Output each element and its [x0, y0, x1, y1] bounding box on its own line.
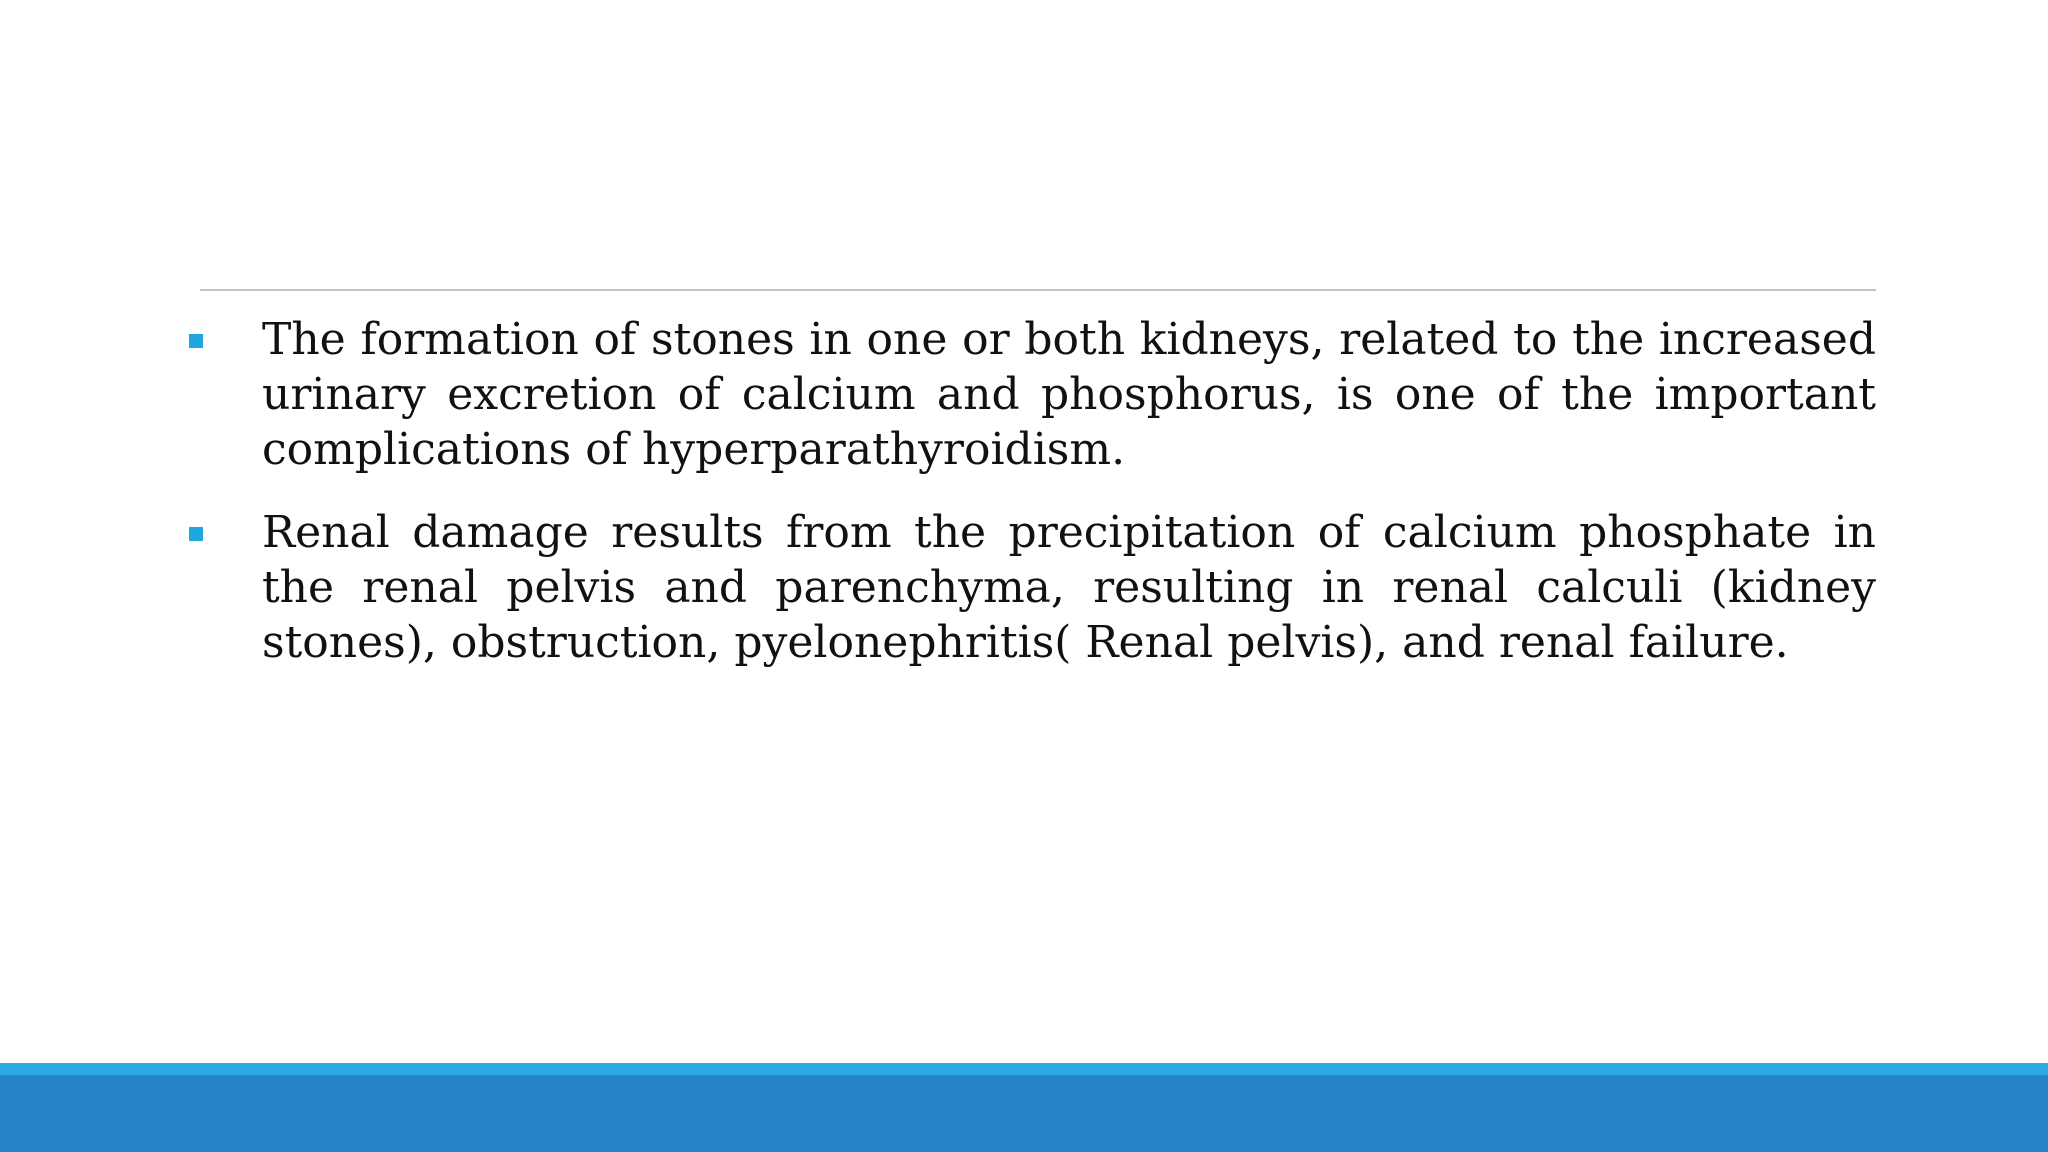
- bullet-text: The formation of stones in one or both kidneys, related to the increased urinary excretion of calcium and phosphorus, is one of the important complications of hyperparathyroidism.: [262, 314, 1876, 475]
- footer-accent-stripe: [0, 1063, 2048, 1075]
- bullet-item: [182, 505, 1876, 670]
- bullet-item: [182, 312, 1876, 477]
- square-bullet-icon: [189, 334, 203, 348]
- footer-bar: [0, 1075, 2048, 1152]
- bullet-text: Renal damage results from the precipitation of calcium phosphate in the renal pelvis and parenchyma, resulting in renal calculi (kidney stones), obstruction, pyelonephritis( Renal pelvis), and renal failure.: [262, 507, 1876, 668]
- square-bullet-icon: [189, 527, 203, 541]
- title-divider: [200, 289, 1876, 291]
- bullet-list: [182, 312, 1876, 698]
